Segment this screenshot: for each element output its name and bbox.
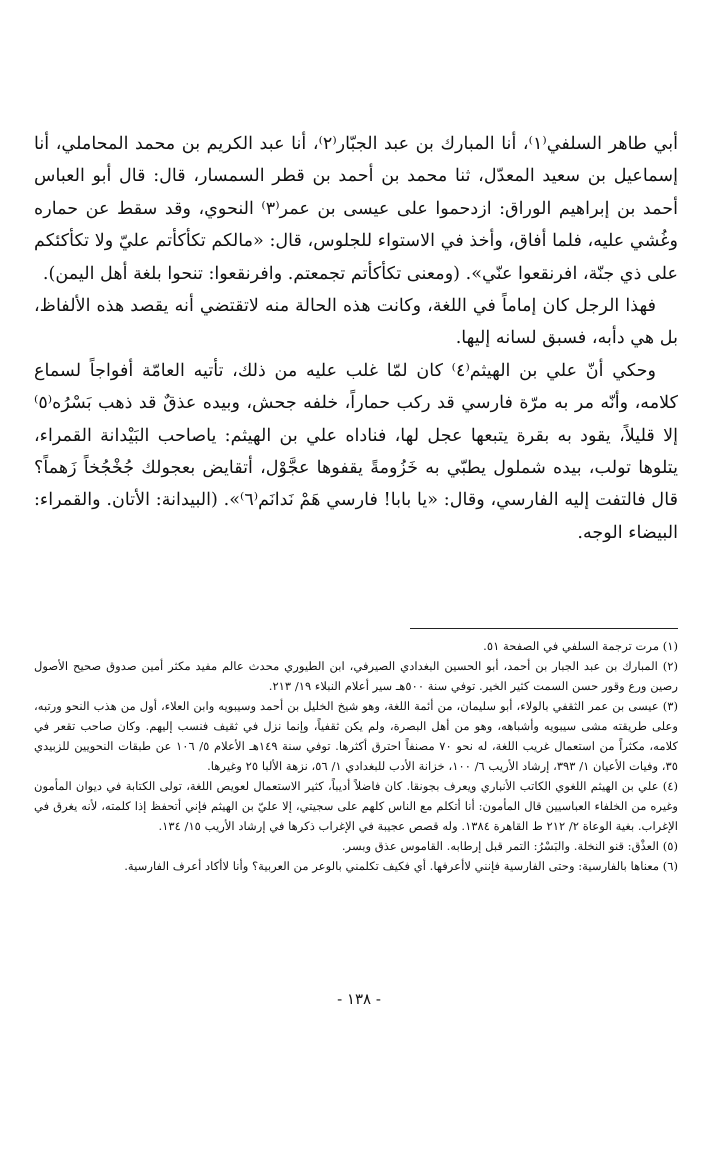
footnote-separator (410, 628, 678, 629)
footnote-5: (٥) العذْق: قنو النخلة. والبَسْرُ: التمر قبل إرطابه. القاموس عذق وبسر. (341, 839, 678, 853)
paragraph-2: فهذا الرجل كان إماماً في اللغة، وكانت هذه الحالة منه لاتقتضي أنه يقصد هذه الألفاظ، بل هي دأبه، فسبق لسانه إليها. (34, 296, 678, 349)
footnote-1: (١) مرت ترجمة السلفي في الصفحة ٥١. (483, 639, 678, 653)
main-text (34, 128, 678, 549)
footnote-6: (٦) معناها بالفارسية: وحتى الفارسية فإنني لاأعرفها. أي فكيف تكلمني بالوعر من العربية؟ وأنا لاأكاد أعرف الفارسية. (124, 859, 678, 873)
paragraph-1: أبي طاهر السلفي⁽١⁾، أنا المبارك بن عبد الجبّار⁽٢⁾، أنا عبد الكريم بن محمد المحاملي، أنا إسماعيل بن سعيد المعدّل، ثنا محمد بن أحمد بن قطر السمسار، قال: قال أبو العباس أحمد بن إبراهيم الوراق: ازدحموا على عيسى بن عمر⁽٣⁾ النحوي، وقد سقط عن حماره وغُشي عليه، فلما أفاق، وأخذ في الاستواء للجلوس، قال: «مالكم تكأكأتم عليّ ولا تكأكئكم على ذي جنّة، افرنقعوا عنّي». (ومعنى تكأكأتم تجمعتم. وافرنقعوا: تنحوا بلغة أهل اليمن). (34, 134, 679, 284)
footnote-3: (٣) عيسى بن عمر الثقفي بالولاء، أبو سليمان، من أئمة اللغة، وهو شيخ الخليل بن أحمد وسيبويه وابن العلاء، أول من هذب النحو ورتبه، وعلى طريقته مشى سيبويه وأشباهه، وهو من أهل البصرة، ولم يكن ثقفياً، وإنما نزل في ثقيف فنسب إليهم. وكان صاحب تقعر في كلامه، مكثراً من استعمال غريب اللغة، له نحو ٧٠ مصنفاً احترق أكثرها. توفي سنة ١٤٩هـ الأعلام ٥/ ١٠٦ عن طبقات النحويين للزبيدي ٣٥، وفيات الأعيان ١/ ٣٩٣، إرشاد الأريب ٦/ ١٠٠، خزانة الأدب للبغدادي ١/ ٥٦، نزهة الألبا ٢٥ وغيرها. (34, 699, 679, 773)
footnote-2: (٢) المبارك بن عبد الجبار بن أحمد، أبو الحسين البغدادي الصيرفي، ابن الطيوري محدث عالم مفيد مكثر أمين صدوق صحيح الأصول رصين ورع وقور حسن السمت كثير الخير. توفي سنة ٥٠٠هـ سير أعلام النبلاء ١٩/ ٢١٣. (34, 659, 678, 693)
page-number: - ١٣٨ - (337, 990, 381, 1008)
footnote-4: (٤) علي بن الهيثم اللغوي الكاتب الأنباري ويعرف بجونقا. كان فاضلاً أديباً، كثير الاستعمال لعويص اللغة، تولى الكتابة في ديوان المأمون وغيره من الخلفاء العباسيين قال المأمون: أنا أتكلم مع الناس كلهم على سجيتي، إلا عليّ بن الهيثم فإني أتحفظ إذا كلمته، لأنه يغرق في الإغراب. بغية الوعاة ٢/ ٢١٢ ط القاهرة ١٣٨٤. وله قصص عجيبة في الإغراب ذكرها في إرشاد الأريب ١٥/ ١٣٤. (34, 779, 678, 833)
footnotes (34, 636, 678, 876)
paragraph-3: وحكي أنّ علي بن الهيثم⁽٤⁾ كان لمّا غلب عليه من ذلك، تأتيه العامّة أفواجاً لسماع كلامه، وأنّه مر به مرّة فارسي قد ركب حماراً، خلفه جحش، وبيده عذقٌ قد ذهب بَسْرُه⁽٥⁾ إلا قليلاً، يقود به بقرة يتبعها عجل لها، فناداه علي بن الهيثم: ياصاحب البَيْدانة القمراء، يتلوها تولب، بيده شملول يطبّي به خَزُومةً يقفوها عجَّوْل، أتقايض بعجولك جُخْجُخاً زَهماً؟ قال فالتفت إليه الفارسي، وقال: «يا بابا! فارسي هَمْ نَدانَم⁽٦⁾». (البيدانة: الأتان. والقمراء: البيضاء الوجه. (34, 360, 678, 543)
